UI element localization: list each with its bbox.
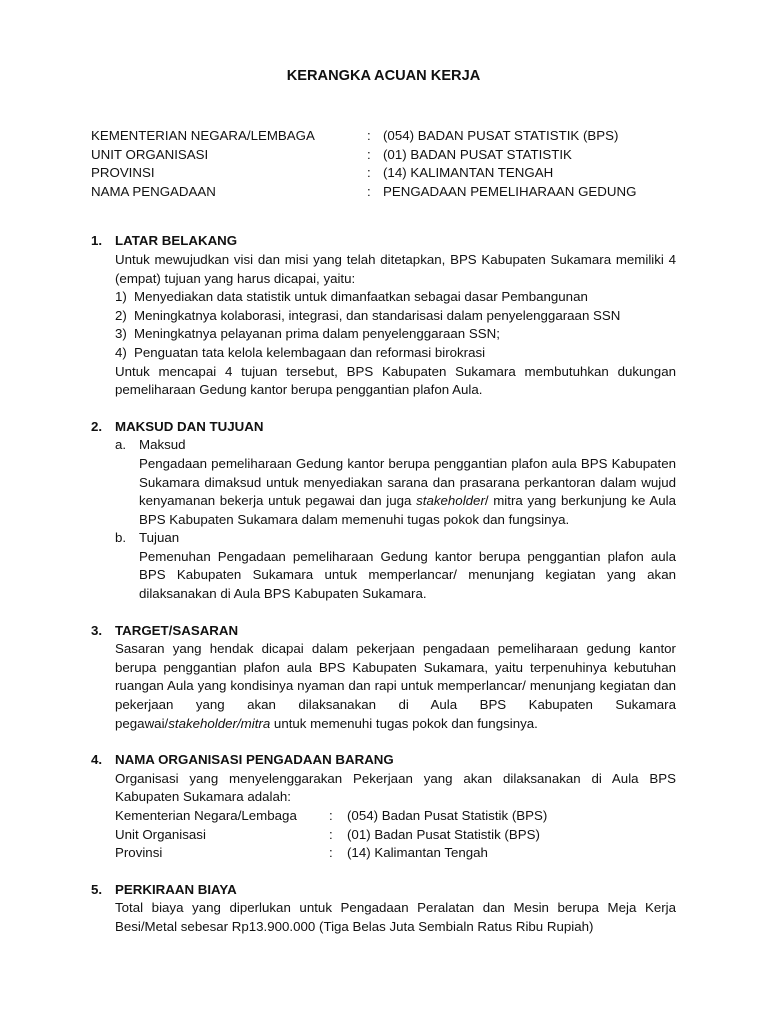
subsection-title: Maksud bbox=[139, 437, 186, 453]
text-run: Sasaran yang hendak dicapai dalam pekerjaan pengadaan pemeliharaan gedung kantor berupa penggantian plafon aula BPS Kabupaten Sukamara, yaitu terpenuhinya kebutuhan ruangan Aula yang kondisinya nyaman dan rapi untuk memperlancar/ menunjang kegiatan dan pekerjaan yang akan dilaksanakan di Aula BPS Kabupaten Sukamara pegawai/ bbox=[115, 641, 676, 731]
org-separator: : bbox=[329, 808, 333, 823]
section-heading bbox=[91, 418, 676, 437]
meta-value: (01) BADAN PUSAT STATISTIK bbox=[383, 146, 572, 162]
section-maksud-tujuan bbox=[91, 418, 676, 604]
org-row bbox=[115, 807, 676, 826]
meta-key: UNIT ORGANISASI bbox=[91, 146, 209, 162]
section-title: LATAR BELAKANG bbox=[115, 233, 238, 249]
org-value: (14) Kalimantan Tengah bbox=[347, 845, 488, 861]
org-key: Provinsi bbox=[115, 845, 163, 861]
section-latar-belakang bbox=[91, 232, 676, 399]
subsection-label: b. bbox=[115, 530, 127, 546]
meta-value: (14) KALIMANTAN TENGAH bbox=[383, 165, 554, 181]
section-title: TARGET/SASARAN bbox=[115, 622, 239, 638]
section-number: 5. bbox=[91, 881, 103, 897]
section-paragraph bbox=[115, 640, 676, 733]
org-separator: : bbox=[329, 845, 333, 861]
text-run: / mitra yang berkunjung ke Aula BPS Kabupaten Sukamara dalam memenuhi tugas pokok dan fungsinya. bbox=[139, 493, 676, 527]
meta-value: PENGADAAN PEMELIHARAAN GEDUNG bbox=[383, 183, 637, 199]
subsection-label: a. bbox=[115, 437, 127, 453]
section-number: 3. bbox=[91, 622, 103, 638]
meta-row bbox=[91, 146, 676, 165]
text-run: untuk memenuhi tugas pokok dan fungsinya. bbox=[270, 715, 538, 731]
meta-separator: : bbox=[367, 165, 371, 181]
org-value: (054) Badan Pusat Statistik (BPS) bbox=[347, 808, 548, 823]
meta-row bbox=[91, 183, 676, 202]
meta-block bbox=[91, 127, 676, 201]
list-number: 2) bbox=[115, 307, 127, 323]
section-paragraph: Total biaya yang diperlukan untuk Pengadaan Peralatan dan Mesin berupa Meja Kerja Besi/Metal sebesar Rp13.900.000 (Tiga Belas Juta Sembialn Ratus Ribu Rupiah) bbox=[115, 900, 676, 934]
section-perkiraan-biaya bbox=[91, 881, 676, 937]
meta-row bbox=[91, 164, 676, 183]
section-paragraph: Untuk mencapai 4 tujuan tersebut, BPS Kabupaten Sukamara membutuhkan dukungan pemeliharaan Gedung kantor berupa penggantian plafon Aula. bbox=[115, 363, 676, 398]
list-number: 4) bbox=[115, 344, 127, 360]
list-item bbox=[115, 307, 676, 326]
section-heading bbox=[91, 232, 676, 251]
section-number: 4. bbox=[91, 752, 103, 768]
section-title: NAMA ORGANISASI PENGADAAN BARANG bbox=[115, 752, 394, 768]
subsection-heading bbox=[115, 436, 676, 455]
meta-row bbox=[91, 127, 676, 146]
text-run: Pengadaan pemeliharaan Gedung kantor berupa penggantian plafon aula BPS Kabupaten Sukamara dimaksud untuk menyediakan sarana dan prasarana perkantoran dalam wujud kenyamanan bekerja untuk pegawai dan juga bbox=[139, 455, 676, 509]
subsection-paragraph bbox=[115, 455, 676, 529]
org-value: (01) Badan Pusat Statistik (BPS) bbox=[347, 826, 540, 842]
document-title: KERANGKA ACUAN KERJA bbox=[286, 68, 481, 84]
subsection-paragraph: Pemenuhan Pengadaan pemeliharaan Gedung kantor berupa penggantian plafon aula BPS Kabupaten Sukamara untuk memperlancar/ menunjang kegiatan yang akan dilaksanakan di Aula BPS Kabupaten Sukamara. bbox=[139, 548, 676, 602]
list-text: Meningkatnya pelayanan prima dalam penyelenggaraan SSN; bbox=[134, 326, 500, 342]
list-number: 1) bbox=[115, 289, 127, 305]
subsection-heading bbox=[115, 529, 676, 548]
section-number: 2. bbox=[91, 418, 103, 434]
meta-key: KEMENTERIAN NEGARA/LEMBAGA bbox=[91, 128, 315, 143]
list-text: Meningkatnya kolaborasi, integrasi, dan standarisasi dalam penyelenggaraan SSN bbox=[134, 307, 621, 323]
section-title: MAKSUD DAN TUJUAN bbox=[115, 418, 264, 434]
list-number: 3) bbox=[115, 326, 127, 342]
org-key: Unit Organisasi bbox=[115, 826, 206, 842]
meta-separator: : bbox=[367, 183, 371, 199]
org-key: Kementerian Negara/Lembaga bbox=[115, 808, 297, 823]
meta-value: (054) BADAN PUSAT STATISTIK (BPS) bbox=[383, 128, 619, 143]
meta-key: NAMA PENGADAAN bbox=[91, 183, 216, 199]
meta-separator: : bbox=[367, 128, 371, 143]
list-item bbox=[115, 344, 676, 363]
text-run-italic: stakeholder bbox=[416, 493, 485, 509]
meta-key: PROVINSI bbox=[91, 165, 155, 181]
section-heading bbox=[91, 622, 676, 641]
subsection-title: Tujuan bbox=[139, 530, 180, 546]
section-paragraph: Organisasi yang menyelenggarakan Pekerjaan yang akan dilaksanakan di Aula BPS Kabupaten Sukamara adalah: bbox=[115, 770, 676, 805]
section-title: PERKIRAAN BIAYA bbox=[115, 881, 237, 897]
section-paragraph: Untuk mewujudkan visi dan misi yang telah ditetapkan, BPS Kabupaten Sukamara memiliki 4 (empat) tujuan yang harus dicapai, yaitu: bbox=[115, 251, 676, 286]
section-nama-organisasi bbox=[91, 751, 676, 863]
list-text: Penguatan tata kelola kelembagaan dan reformasi birokrasi bbox=[134, 344, 486, 360]
section-heading bbox=[91, 751, 676, 770]
meta-separator: : bbox=[367, 146, 371, 162]
list-item bbox=[115, 288, 676, 307]
section-number: 1. bbox=[91, 233, 103, 249]
section-heading bbox=[91, 881, 676, 900]
section-target-sasaran bbox=[91, 622, 676, 734]
org-row bbox=[115, 826, 676, 845]
text-run-italic: stakeholder/mitra bbox=[168, 715, 271, 731]
list-item bbox=[115, 325, 676, 344]
org-row bbox=[115, 844, 676, 863]
list-text: Menyediakan data statistik untuk dimanfaatkan sebagai dasar Pembangunan bbox=[134, 289, 588, 305]
org-separator: : bbox=[329, 826, 333, 842]
